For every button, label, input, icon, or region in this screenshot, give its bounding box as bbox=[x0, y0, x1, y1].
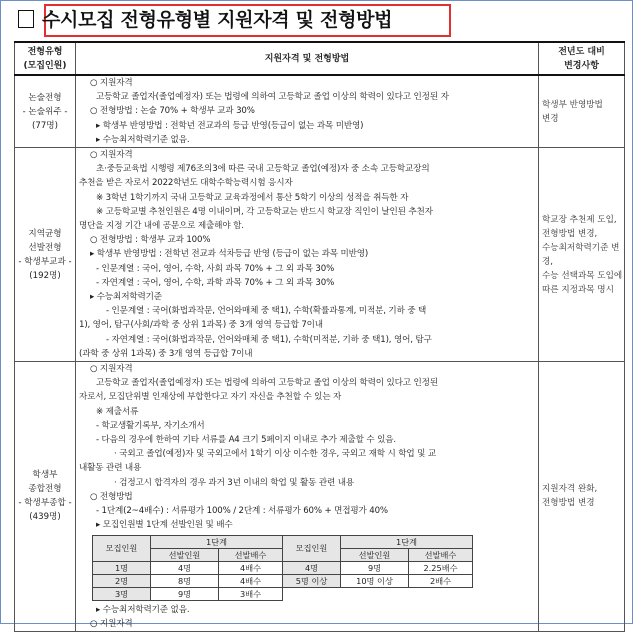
subtable-row bbox=[93, 561, 473, 574]
subtable-cell: 9명 bbox=[151, 587, 219, 600]
subtable-cell: 1명 bbox=[93, 561, 151, 574]
subtable-header-stage1: 1단계 bbox=[151, 535, 283, 548]
content-line: ※ 제출서류 bbox=[96, 406, 139, 417]
content-line: ○ 지원자격 bbox=[90, 618, 133, 629]
subtable-cell: 9명 bbox=[341, 561, 409, 574]
header-qualification: 지원자격 및 전형방법 bbox=[76, 42, 539, 75]
header-line: 전년도 대비 bbox=[558, 46, 605, 57]
category-line: (439명) bbox=[29, 512, 61, 523]
subtable-cell: 4명 bbox=[283, 561, 341, 574]
content-line: 고등학교 졸업자(졸업예정자) 또는 법령에 의하여 고등학교 졸업 이상의 학력이 있다고 인정된 자 bbox=[96, 92, 449, 103]
row-category bbox=[15, 75, 76, 148]
subtable-cell: 2.25배수 bbox=[409, 561, 473, 574]
subtable-cell: 4명 bbox=[151, 561, 219, 574]
content-line: 추천을 받은 자로서 2022학년도 대학수학능력시험 응시자 bbox=[79, 178, 293, 189]
row-content bbox=[76, 148, 539, 362]
subtable-cell: 10명 이상 bbox=[341, 574, 409, 587]
content-line: ※ 고등학교별 추천인원은 4명 이내이며, 각 고등학교는 반드시 학교장 직인이 날인된 추천자 bbox=[96, 206, 433, 217]
category-line: - 논술위주 - bbox=[22, 106, 68, 117]
subtable-header-multiplier: 선발배수 bbox=[219, 548, 283, 561]
change-line: 전형방법 변경 bbox=[542, 498, 595, 509]
content-line: 명단을 지정 기간 내에 공문으로 제출해야 함. bbox=[79, 221, 244, 232]
category-line: 종합전형 bbox=[28, 484, 62, 495]
subtable-cell: 2배수 bbox=[409, 574, 473, 587]
change-line: 학교장 추천제 도입, bbox=[542, 214, 617, 225]
category-line: - 학생부교과 - bbox=[18, 256, 72, 267]
content-line: ○ 전형방법 bbox=[90, 491, 133, 502]
change-line: 따른 지정과목 명시 bbox=[542, 284, 614, 295]
content-line: 내활동 관련 내용 bbox=[79, 463, 142, 474]
checkbox-icon bbox=[18, 10, 34, 28]
category-line: (192명) bbox=[29, 270, 61, 281]
header-line: (모집인원) bbox=[23, 60, 67, 71]
subtable-cell: 8명 bbox=[151, 574, 219, 587]
content-line: ▸ 수능최저학력기준 없음. bbox=[96, 134, 190, 145]
change-line: 지원자격 완화, bbox=[542, 484, 598, 495]
subtable-header-recruit: 모집인원 bbox=[283, 535, 341, 561]
content-line: · 국외고 졸업(예정)자 및 국외고에서 1학기 이상 이수한 경우, 국외고 재학 시 학업 및 교 bbox=[114, 449, 437, 460]
subtable-empty-cell bbox=[409, 587, 473, 600]
table-row bbox=[15, 75, 625, 148]
content-line: ○ 전형방법 : 논술 70% + 학생부 교과 30% bbox=[90, 106, 255, 117]
subtable-row bbox=[93, 574, 473, 587]
category-line: 학생부 bbox=[32, 470, 58, 481]
table-header-row bbox=[15, 42, 625, 75]
table-row bbox=[15, 148, 625, 362]
category-line: 지역균형 bbox=[28, 228, 62, 239]
content-line: ○ 지원자격 bbox=[90, 364, 133, 375]
content-line: - 다음의 경우에 한하여 기타 서류를 A4 크기 5페이지 이내로 추가 제출할 수 있음. bbox=[96, 435, 397, 446]
row-category bbox=[15, 148, 76, 362]
subtable-header-selected: 선발인원 bbox=[151, 548, 219, 561]
subtable-cell: 4배수 bbox=[219, 574, 283, 587]
subtable-empty-cell bbox=[283, 587, 341, 600]
subtable-header-multiplier: 선발배수 bbox=[409, 548, 473, 561]
change-line: 학생부 반영방법 bbox=[542, 99, 603, 110]
content-line: ○ 전형방법 : 학생부 교과 100% bbox=[90, 235, 211, 246]
row-changes bbox=[539, 362, 625, 632]
content-line: (과학 중 상위 1과목) 중 3개 영역 등급합 7이내 bbox=[79, 348, 253, 359]
content-line: ▸ 학생부 반영방법 : 전학년 전교과 석차등급 반영 (등급이 없는 과목 미반영) bbox=[90, 249, 369, 260]
subtable-empty-cell bbox=[341, 587, 409, 600]
subtable-cell: 5명 이상 bbox=[283, 574, 341, 587]
page-title bbox=[18, 5, 392, 32]
content-line: 초·중등교육법 시행령 제76조의3에 따른 국내 고등학교 졸업(예정)자 중 소속 고등학교장의 bbox=[96, 164, 430, 175]
content-line: 1), 영어, 탐구(사회/과학 중 상위 1과목) 중 3개 영역 등급합 7이내 bbox=[79, 320, 323, 331]
subtable-header-selected: 선발인원 bbox=[341, 548, 409, 561]
content-line: - 인문계열 : 국어(화법과작문, 언어와매체 중 택1), 수학(확률과통계, 미적분, 기하 중 택 bbox=[106, 306, 427, 317]
subtable-header-row bbox=[93, 535, 473, 548]
content-line: ▸ 수능최저학력기준 bbox=[90, 292, 162, 303]
content-line: · 검정고시 합격자의 경우 과거 3년 이내의 학업 및 활동 관련 내용 bbox=[114, 477, 355, 488]
subtable-cell: 4배수 bbox=[219, 561, 283, 574]
change-line: 수능 선택과목 도입에 bbox=[542, 270, 623, 281]
row-changes bbox=[539, 148, 625, 362]
header-line: 변경사항 bbox=[564, 60, 599, 71]
content-line: - 자연계열 : 국어(화법과작문, 언어와매체 중 택1), 수학(미적분, 기하 중 택1), 영어, 탐구 bbox=[106, 334, 432, 345]
selection-multiplier-table bbox=[92, 535, 473, 601]
content-line: - 인문계열 : 국어, 영어, 수학, 사회 과목 70% + 그 외 과목 30% bbox=[96, 263, 335, 274]
subtable-header-stage1: 1단계 bbox=[341, 535, 473, 548]
content-line: ▸ 학생부 반영방법 : 전학년 전교과의 등급 반영(등급이 없는 과목 미반영) bbox=[96, 120, 364, 131]
content-line: ○ 지원자격 bbox=[90, 150, 133, 161]
page-title-text: 수시모집 전형유형별 지원자격 및 전형방법 bbox=[42, 9, 393, 31]
subtable-row bbox=[93, 587, 473, 600]
header-changes bbox=[539, 42, 625, 75]
subtable-cell: 3배수 bbox=[219, 587, 283, 600]
category-line: 선발전형 bbox=[28, 242, 62, 253]
row-content bbox=[76, 75, 539, 148]
content-line: ○ 지원자격 bbox=[90, 78, 133, 88]
row-category bbox=[15, 362, 76, 632]
category-line: (77명) bbox=[32, 120, 58, 131]
content-line: - 자연계열 : 국어, 영어, 수학, 과학 과목 70% + 그 외 과목 30% bbox=[96, 277, 335, 288]
subtable-cell: 2명 bbox=[93, 574, 151, 587]
subtable-header-recruit: 모집인원 bbox=[93, 535, 151, 561]
change-line: 전형방법 변경, bbox=[542, 228, 598, 239]
content-line: ※ 3학년 1학기까지 국내 고등학교 교육과정에서 통산 5학기 이상의 성적을 취득한 자 bbox=[96, 192, 409, 203]
content-line: ▸ 모집인원별 1단계 선발인원 및 배수 bbox=[96, 520, 233, 531]
table-row bbox=[15, 362, 625, 632]
change-line: 변경 bbox=[542, 113, 559, 124]
admission-table bbox=[14, 41, 625, 632]
content-line: - 1단계(2~4배수) : 서류평가 100% / 2단계 : 서류평가 60% + 면접평가 40% bbox=[96, 506, 388, 517]
content-line: 고등학교 졸업자(졸업예정자) 또는 법령에 의하여 고등학교 졸업 이상의 학력이 있다고 인정된 bbox=[96, 378, 438, 389]
row-changes bbox=[539, 75, 625, 148]
header-admission-type bbox=[15, 42, 76, 75]
content-line: - 학교생활기록부, 자기소개서 bbox=[96, 420, 205, 431]
content-line: 자로서, 모집단위별 인재상에 부합한다고 자기 자신을 추천할 수 있는 자 bbox=[79, 392, 342, 403]
content-line: ▸ 수능최저학력기준 없음. bbox=[96, 604, 190, 615]
change-line: 수능최저학력기준 변경, bbox=[542, 242, 620, 267]
subtable-cell: 3명 bbox=[93, 587, 151, 600]
header-line: 전형유형 bbox=[27, 46, 63, 57]
category-line: 논술전형 bbox=[28, 92, 62, 103]
category-line: - 학생부종합 - bbox=[18, 498, 72, 509]
row-content bbox=[76, 362, 539, 632]
